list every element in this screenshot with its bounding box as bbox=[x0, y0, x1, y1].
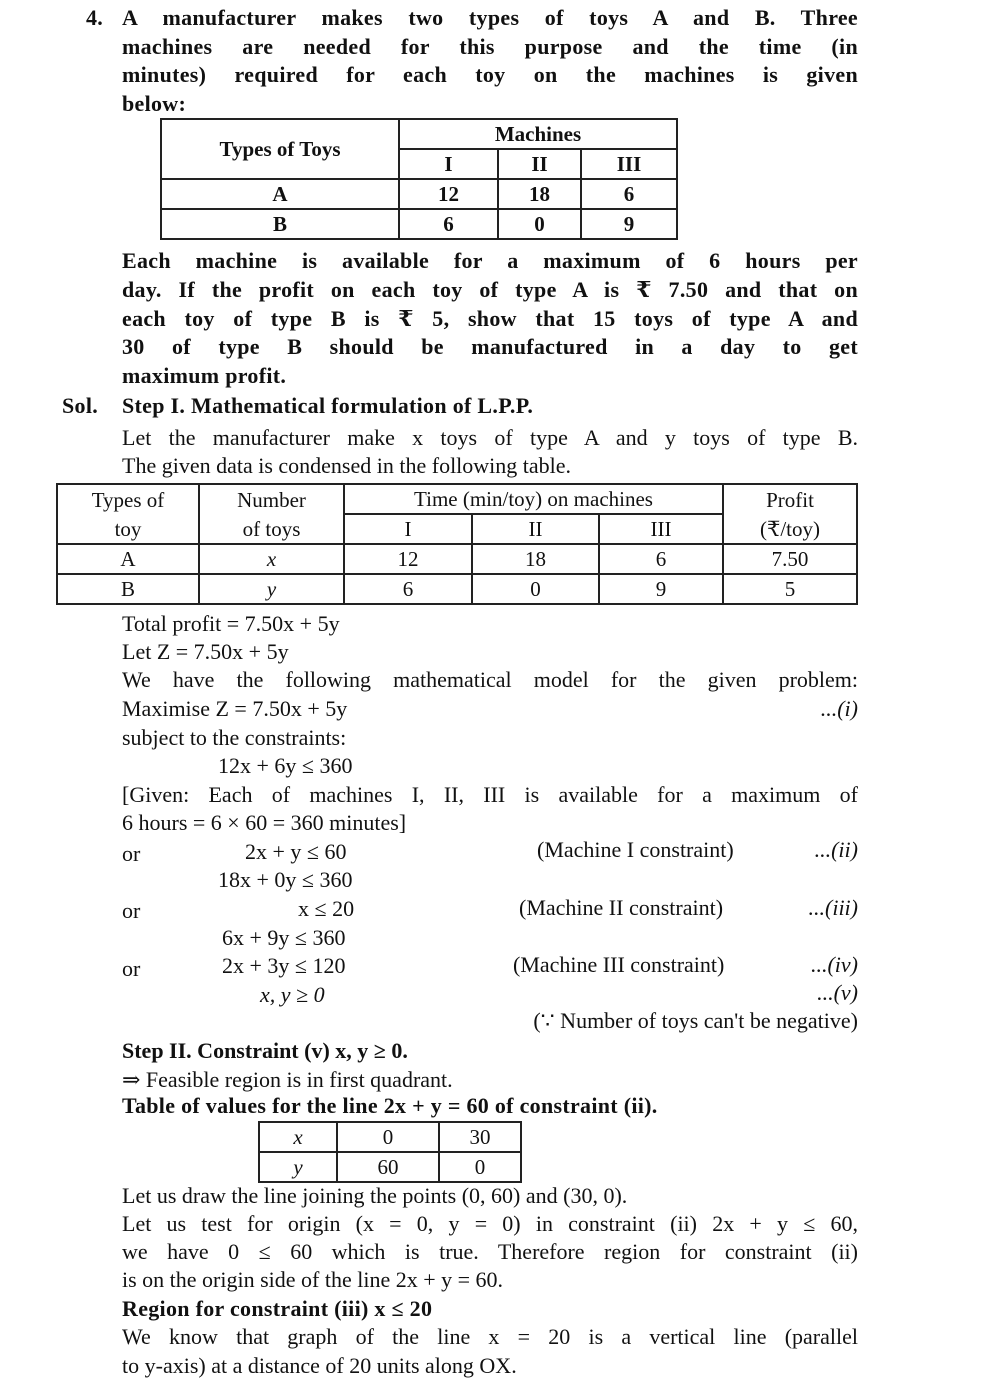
equation: 2x + 3y ≤ 120 bbox=[222, 953, 346, 978]
header-number: of toys bbox=[199, 514, 344, 544]
header-types: Types of Toys bbox=[161, 119, 399, 179]
problem-line: minutes) required for each toy on the machines is given bbox=[122, 62, 858, 87]
cell: x bbox=[199, 544, 344, 574]
text-line: Maximise Z = 7.50x + 5y bbox=[122, 696, 348, 721]
text-line: We have the following mathematical model for the given problem: bbox=[122, 667, 858, 692]
data-table bbox=[56, 483, 858, 605]
cell: 18 bbox=[472, 544, 599, 574]
cell: 18 bbox=[498, 179, 581, 209]
cell: 9 bbox=[581, 209, 677, 239]
constraint-note: (Machine I constraint) bbox=[537, 837, 734, 862]
table-row bbox=[161, 179, 677, 209]
problem-line: machines are needed for this purpose and the time (in bbox=[122, 34, 858, 59]
cell: 7.50 bbox=[723, 544, 857, 574]
text-line: The given data is condensed in the following table. bbox=[122, 453, 572, 478]
text-line: Let us draw the line joining the points (0, 60) and (30, 0). bbox=[122, 1183, 628, 1208]
header-machines: Machines bbox=[399, 119, 677, 149]
equation: 12x + 6y ≤ 360 bbox=[218, 753, 353, 778]
problem-line: each toy of type B is ₹ 5, show that 15 toys of type A and bbox=[122, 306, 858, 331]
header-machine: I bbox=[399, 149, 498, 179]
cell: 9 bbox=[599, 574, 723, 604]
header-number: Number bbox=[199, 484, 344, 514]
equation: 2x + y ≤ 60 bbox=[245, 839, 347, 864]
eq-tag: ...(ii) bbox=[814, 837, 858, 862]
table-row bbox=[57, 544, 857, 574]
text-line: subject to the constraints: bbox=[122, 725, 347, 750]
eq-tag: ...(iii) bbox=[808, 895, 858, 920]
or-label: or bbox=[122, 841, 141, 866]
cell: 0 bbox=[439, 1152, 521, 1182]
step-heading: Step I. Mathematical formulation of L.P.P. bbox=[122, 393, 534, 418]
problem-line: A manufacturer makes two types of toys A and B. Three bbox=[122, 5, 858, 30]
header-type: toy bbox=[57, 514, 199, 544]
machines-table bbox=[160, 118, 678, 240]
text-line: 6 hours = 6 × 60 = 360 minutes] bbox=[122, 810, 407, 835]
header-machine: I bbox=[344, 514, 472, 544]
problem-number: 4. bbox=[86, 5, 104, 30]
equation: 18x + 0y ≤ 360 bbox=[218, 867, 353, 892]
table-title: Table of values for the line 2x + y = 60 of constraint (ii). bbox=[122, 1093, 658, 1118]
cell: 12 bbox=[344, 544, 472, 574]
equation: x, y ≥ 0 bbox=[260, 982, 325, 1007]
step-heading: Step II. Constraint (v) x, y ≥ 0. bbox=[122, 1038, 408, 1063]
text-line: is on the origin side of the line 2x + y = 60. bbox=[122, 1267, 504, 1292]
constraint-note: (∵ Number of toys can't be negative) bbox=[533, 1008, 858, 1033]
problem-line: 30 of type B should be manufactured in a day to get bbox=[122, 334, 858, 359]
cell: B bbox=[57, 574, 199, 604]
text-line: Let the manufacturer make x toys of type A and y toys of type B. bbox=[122, 425, 858, 450]
cell: 12 bbox=[399, 179, 498, 209]
eq-tag: ...(i) bbox=[820, 696, 858, 721]
cell: 6 bbox=[399, 209, 498, 239]
cell: 0 bbox=[472, 574, 599, 604]
header-machine: III bbox=[599, 514, 723, 544]
cell: 30 bbox=[439, 1122, 521, 1152]
values-table bbox=[258, 1121, 522, 1183]
table-row bbox=[259, 1152, 521, 1182]
constraint-note: (Machine II constraint) bbox=[519, 895, 724, 920]
text-line: Total profit = 7.50x + 5y bbox=[122, 611, 340, 636]
table-row bbox=[57, 574, 857, 604]
cell: x bbox=[259, 1122, 337, 1152]
cell: B bbox=[161, 209, 399, 239]
text-line: [Given: Each of machines I, II, III is available for a maximum of bbox=[122, 782, 858, 807]
constraint-note: (Machine III constraint) bbox=[513, 952, 725, 977]
header-profit: Profit bbox=[723, 484, 857, 514]
cell: A bbox=[57, 544, 199, 574]
cell: A bbox=[161, 179, 399, 209]
problem-line: maximum profit. bbox=[122, 363, 287, 388]
text-line: Let us test for origin (x = 0, y = 0) in constraint (ii) 2x + y ≤ 60, bbox=[122, 1211, 858, 1236]
cell: 6 bbox=[344, 574, 472, 604]
table-row bbox=[161, 209, 677, 239]
or-label: or bbox=[122, 956, 141, 981]
cell: 6 bbox=[581, 179, 677, 209]
eq-tag: ...(iv) bbox=[810, 952, 858, 977]
text-line: Let Z = 7.50x + 5y bbox=[122, 639, 289, 664]
problem-line: day. If the profit on each toy of type A is ₹ 7.50 and that on bbox=[122, 277, 858, 302]
problem-line: below: bbox=[122, 91, 187, 116]
eq-tag: ...(v) bbox=[817, 980, 858, 1005]
problem-line: Each machine is available for a maximum of 6 hours per bbox=[122, 248, 858, 273]
table-row bbox=[259, 1122, 521, 1152]
equation: x ≤ 20 bbox=[298, 896, 355, 921]
cell: 6 bbox=[599, 544, 723, 574]
header-machine: III bbox=[581, 149, 677, 179]
text-line: we have 0 ≤ 60 which is true. Therefore region for constraint (ii) bbox=[122, 1239, 858, 1264]
cell: y bbox=[199, 574, 344, 604]
header-type: Types of bbox=[57, 484, 199, 514]
header-profit: (₹/toy) bbox=[723, 514, 857, 544]
header-machine: II bbox=[472, 514, 599, 544]
cell: 0 bbox=[337, 1122, 439, 1152]
text-line: We know that graph of the line x = 20 is a vertical line (parallel bbox=[122, 1324, 858, 1349]
header-machine: II bbox=[498, 149, 581, 179]
text-line: ⇒ Feasible region is in first quadrant. bbox=[122, 1067, 453, 1092]
header-time: Time (min/toy) on machines bbox=[344, 484, 723, 514]
section-heading: Region for constraint (iii) x ≤ 20 bbox=[122, 1296, 433, 1321]
or-label: or bbox=[122, 898, 141, 923]
cell: 0 bbox=[498, 209, 581, 239]
sol-label: Sol. bbox=[62, 393, 99, 418]
cell: 5 bbox=[723, 574, 857, 604]
cell: 60 bbox=[337, 1152, 439, 1182]
cell: y bbox=[259, 1152, 337, 1182]
text-line: to y-axis) at a distance of 20 units along OX. bbox=[122, 1353, 517, 1378]
equation: 6x + 9y ≤ 360 bbox=[222, 925, 346, 950]
